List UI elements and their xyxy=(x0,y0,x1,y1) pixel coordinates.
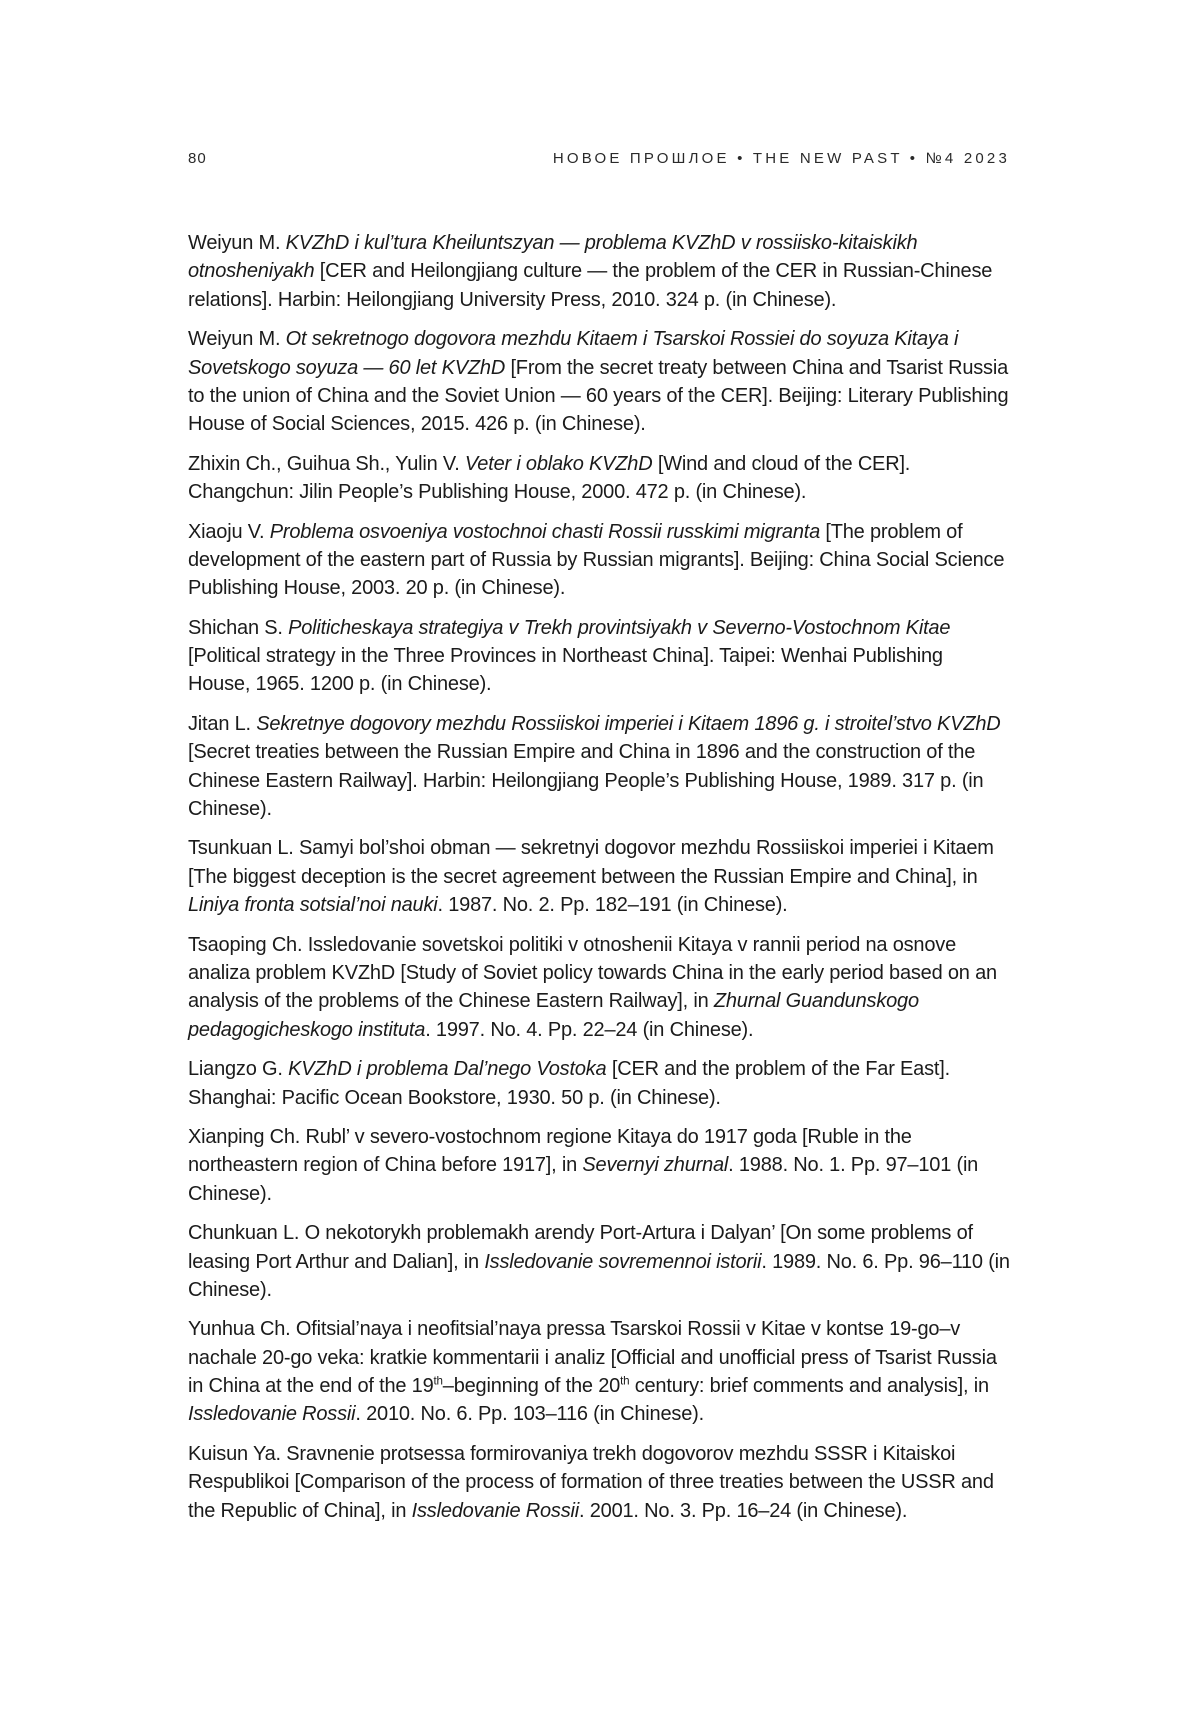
reference-entry xyxy=(188,325,1010,439)
reference-entry xyxy=(188,710,1010,824)
reference-text-segment: Yunhua Ch. Ofitsial’naya i neofitsial’naya pressa Tsarskoi Rossii v Kitae v kontse 19-go–v nachale 20-go veka: kratkie kommentarii i analiz [Official and unofficial press of Tsarist Russia in China at the end of the 19 xyxy=(188,1318,997,1398)
reference-text-segment: –beginning of the 20 xyxy=(442,1375,621,1398)
reference-text-segment: Sekretnye dogovory mezhdu Rossiiskoi imperiei i Kitaem 1896 g. i stroitel’stvo KVZhD xyxy=(256,712,1001,735)
reference-text-segment: [From the secret treaty between China and Tsarist Russia to the union of China and the Soviet Union — 60 years of the CER]. Beijing: Literary Publishing House of Social Sciences, 2015. 426 p. (in Chinese). xyxy=(188,356,1009,436)
reference-text-segment: Xianping Ch. Rubl’ v severo-vostochnom regione Kitaya do 1917 goda [Ruble in the northeastern region of China before 1917], in xyxy=(188,1125,912,1177)
reference-entry xyxy=(188,834,1010,919)
reference-entry xyxy=(188,1219,1010,1304)
reference-entry xyxy=(188,614,1010,699)
reference-text-segment: [Secret treaties between the Russian Empire and China in 1896 and the construction of the Chinese Eastern Railway]. Harbin: Heilongjiang People’s Publishing House, 1989. 317 p. (in Chinese). xyxy=(188,741,984,821)
reference-text-segment: Kuisun Ya. Sravnenie protsessa formirovaniya trekh dogovorov mezhdu SSSR i Kitaiskoi Respublikoi [Comparison of the process of formation of three treaties between the USSR and the Republic of China], in xyxy=(188,1442,994,1522)
reference-text-segment: KVZhD i kul’tura Kheiluntszyan — problema KVZhD v rossiisko-kitaiskikh otnosheniyakh xyxy=(188,232,918,283)
reference-text-segment: Problema osvoeniya vostochnoi chasti Rossii russkimi migranta xyxy=(269,520,826,543)
reference-text-segment: . 1987. No. 2. Pp. 182–191 (in Chinese). xyxy=(437,894,788,917)
reference-text-segment: Chunkuan L. O nekotorykh problemakh arendy Port-Artura i Dalyan’ [On some problems of leasing Port Arthur and Dalian], in xyxy=(188,1222,973,1273)
page-header xyxy=(188,150,1010,167)
reference-text-segment: Shichan S. xyxy=(188,616,289,639)
reference-text-segment: [CER and the problem of the Far East]. Shanghai: Pacific Ocean Bookstore, 1930. 50 p. (in Chinese). xyxy=(188,1058,950,1109)
reference-text-segment: . 1997. No. 4. Pp. 22–24 (in Chinese). xyxy=(425,1018,754,1041)
references-list xyxy=(188,229,1010,1525)
reference-entry xyxy=(188,1440,1010,1525)
document-page xyxy=(188,0,1010,1536)
reference-text-segment: Issledovanie Rossii xyxy=(188,1403,356,1426)
reference-text-segment: Issledovanie sovremennoi istorii xyxy=(484,1250,762,1273)
reference-text-segment: [Political strategy in the Three Provinces in Northeast China]. Taipei: Wenhai Publishing House, 1965. 1200 p. (in Chinese). xyxy=(188,645,943,696)
reference-entry xyxy=(188,518,1010,603)
reference-text-segment: Severnyi zhurnal xyxy=(582,1154,729,1177)
reference-text-segment: [CER and Heilongjiang culture — the problem of the CER in Russian-Chinese relations]. Harbin: Heilongjiang University Press, 2010. 324 p. (in Chinese). xyxy=(188,260,993,311)
reference-text-segment: Weiyun M. xyxy=(188,328,286,351)
reference-entry xyxy=(188,931,1010,1045)
reference-text-segment: Zhurnal Guandunskogo pedagogicheskogo instituta xyxy=(188,990,919,1041)
reference-text-segment: Xiaoju V. xyxy=(188,520,270,543)
reference-entry xyxy=(188,1055,1010,1112)
reference-text-segment: Liniya fronta sotsial’noi nauki xyxy=(188,894,438,917)
reference-text-segment: Tsaoping Ch. Issledovanie sovetskoi politiki v otnoshenii Kitaya v rannii period na osnove analiza problem KVZhD [Study of Soviet policy towards China in the early period based on an analysis of the problems of the Chinese Eastern Railway], in xyxy=(188,933,997,1013)
page-number: 80 xyxy=(188,150,207,167)
reference-text-segment: th xyxy=(433,1374,443,1388)
reference-entry xyxy=(188,229,1010,314)
reference-entry xyxy=(188,1123,1010,1208)
reference-text-segment: [Wind and cloud of the CER]. Changchun: Jilin People’s Publishing House, 2000. 472 p. (in Chinese). xyxy=(188,452,911,504)
reference-text-segment: Tsunkuan L. Samyi bol’shoi obman — sekretnyi dogovor mezhdu Rossiiskoi imperiei i Kitaem [The biggest deception is the secret agreement between the Russian Empire and China], in xyxy=(188,837,994,888)
reference-text-segment: KVZhD i problema Dal’nego Vostoka xyxy=(288,1058,612,1081)
reference-text-segment: th xyxy=(620,1374,630,1388)
reference-text-segment: Veter i oblako KVZhD xyxy=(464,452,658,475)
reference-text-segment: Weiyun M. xyxy=(188,232,286,254)
reference-text-segment: Politicheskaya strategiya v Trekh provintsiyakh v Severno-Vostochnom Kitae xyxy=(288,616,951,639)
reference-text-segment: Zhixin Ch., Guihua Sh., Yulin V. xyxy=(188,452,465,475)
reference-text-segment: . 2001. No. 3. Pp. 16–24 (in Chinese). xyxy=(579,1499,908,1522)
reference-entry xyxy=(188,450,1010,507)
reference-text-segment: [The problem of development of the eastern part of Russia by Russian migrants]. Beijing: China Social Science Publishing House, 2003. 20 p. (in Chinese). xyxy=(188,520,1005,600)
reference-text-segment: Liangzo G. xyxy=(188,1058,289,1081)
reference-text-segment: Jitan L. xyxy=(188,712,257,735)
reference-text-segment: . 2010. No. 6. Pp. 103–116 (in Chinese). xyxy=(355,1403,704,1426)
journal-running-title: НОВОЕ ПРОШЛОЕ • THE NEW PAST • №4 2023 xyxy=(552,150,1010,167)
reference-text-segment: . 1988. No. 1. Pp. 97–101 (in Chinese). xyxy=(188,1154,979,1205)
reference-text-segment: Issledovanie Rossii xyxy=(411,1499,580,1522)
reference-entry xyxy=(188,1315,1010,1429)
reference-text-segment: century: brief comments and analysis], in xyxy=(629,1375,989,1398)
reference-text-segment: . 1989. No. 6. Pp. 96–110 (in Chinese). xyxy=(188,1250,1010,1301)
reference-text-segment: Ot sekretnogo dogovora mezhdu Kitaem i Tsarskoi Rossiei do soyuza Kitaya i Sovetskogo soyuza — 60 let KVZhD xyxy=(188,328,959,379)
